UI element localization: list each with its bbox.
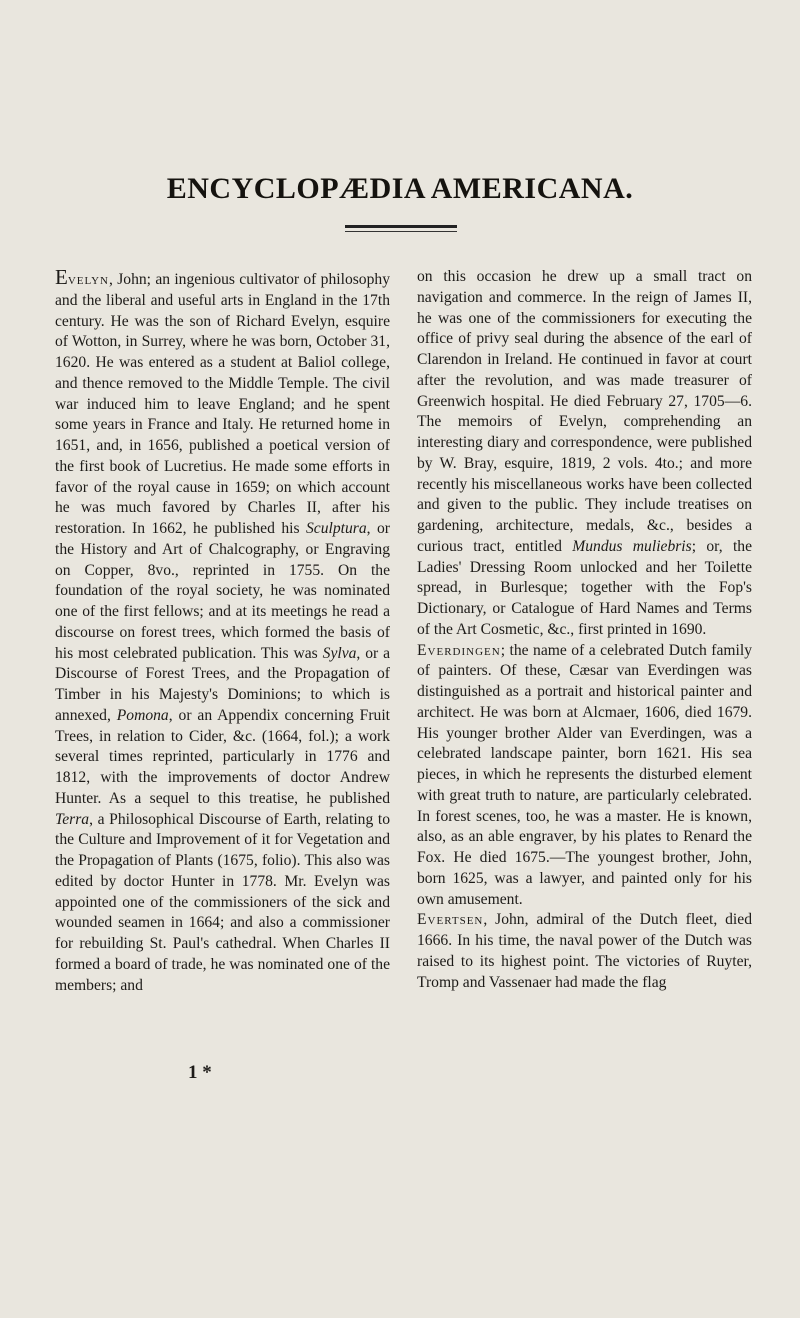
title-rule-thick — [345, 225, 457, 228]
entry-headword: velyn — [67, 271, 109, 288]
left-column — [55, 267, 390, 996]
book-title: Pomona — [116, 706, 169, 724]
drop-cap: E — [55, 265, 68, 289]
entry-headword: Everdingen — [417, 641, 501, 659]
entry-text: , a Philosophical Discourse of Earth, relating to the Culture and Improvement of it for Vegetation and the Propagation of Plants (1675, folio). This also was edited by doctor Hunter in 1778. Mr. Evelyn was appointed one of the commissioners of the sick and wounded seamen in 1664; and also a commissioner for rebuilding St. Paul's cathedral. When Charles II formed a board of trade, he was nominated one of the members; and — [55, 810, 390, 994]
entry-evelyn — [55, 267, 390, 996]
signature-mark: 1 * — [188, 1062, 212, 1083]
book-title: Sculptura — [306, 520, 367, 537]
entry-text: , John, admiral of the Dutch fleet, died 1666. In his time, the naval power of the Dutch was raised to its highest point. The victories of Ruyter, Tromp and Vassenaer had made the flag — [417, 911, 752, 991]
page-title: ENCYCLOPÆDIA AMERICANA. — [166, 172, 634, 205]
entry-text: , or the History and Art of Chalcography, or Engraving on Copper, 8vo., reprinted in 1755. On the foundation of the royal society, he was nominated one of the first fellows; and at its meetings he read a discourse on forest trees, which formed the basis of his most celebrated publication. This was — [55, 520, 390, 662]
book-title: Mundus muliebris — [572, 537, 692, 555]
entry-text: ; the name of a celebrated Dutch family of painters. Of these, Cæsar van Everdingen was distinguished as a portrait and historical painter and architect. He was born at Alcmaer, 1606, died 1679. His younger brother Alder van Everdingen, was a celebrated landscape painter, born 1621. His sea pieces, in which he represents the disturbed element with great truth to nature, are particularly celebrated. In forest scenes, too, he was a master. He is known, also, as an able engraver, by his plates to Renard the Fox. He died 1675.—The youngest brother, John, born 1625, was a lawyer, and painted only for his own amusement. — [417, 641, 752, 908]
title-rule-thin — [345, 231, 457, 232]
entry-text: , or an Appendix concerning Fruit Trees, in relation to Cider, &c. (1664, fol.); a work several times reprinted, particularly in 1776 and 1812, with the improvements of doctor Andrew Hunter. As a sequel to this treatise, he published — [55, 706, 391, 807]
entry-text: on this occasion he drew up a small tract on navigation and commerce. In the reign of James II, he was one of the commissioners for executing the office of privy seal during the absence of the earl of Clarendon in Ireland. He continued in favor at court after the revolution, and was made treasurer of Greenwich hospital. He died February 27, 1705—6. The memoirs of Evelyn, comprehending an interesting diary and correspondence, were published by W. Bray, esquire, 1819, 2 vols. 4to.; and more recently his miscellaneous works have been collected and given to the public. They include treatises on gardening, architecture, medals, &c., besides a curious tract, entitled — [417, 268, 752, 555]
entry-text: , or a Discourse of Forest Trees, and the Propagation of Timber in his Majesty's Dominions; to which is annexed, — [55, 644, 390, 724]
entry-headword: Evertsen — [417, 911, 484, 929]
entry-text: , John; an ingenious cultivator of philosophy and the liberal and useful arts in England in the 17th century. He was the son of Richard Evelyn, esquire of Wotton, in Surrey, where he was born, October 31, 1620. He was entered as a student at Baliol college, and thence removed to the Middle Temple. The civil war induced him to leave England; and he spent some years in France and Italy. He returned home in 1651, and, in 1656, published a poetical version of the first book of Lucretius. He made some efforts in favor of the royal cause in 1659; on which account he was much favored by Charles II, after his restoration. In 1662, he published his — [55, 271, 390, 537]
right-column — [417, 267, 752, 993]
book-title: Terra — [55, 810, 90, 828]
entry-evertsen — [417, 910, 752, 993]
entry-text: ; or, the Ladies' Dressing Room unlocked and her Toilette spread, in Burlesque; together with the Fop's Dictionary, or Catalogue of Hard Names and Terms of the Art Cosmetic, &c., first printed in 1690. — [417, 537, 753, 638]
book-title: Sylva — [322, 644, 357, 662]
entry-evelyn-continued — [417, 267, 752, 641]
entry-everdingen — [417, 641, 752, 911]
